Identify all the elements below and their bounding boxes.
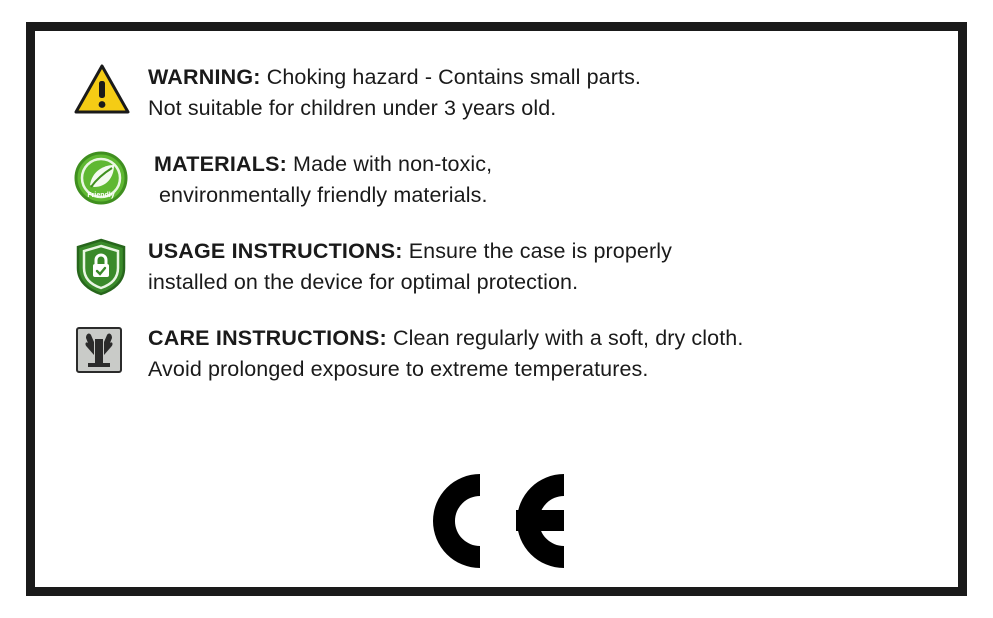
care-line-1 [148,323,924,354]
care-line-2: Avoid prolonged exposure to extreme temperatures. [148,356,649,381]
handle-with-care-icon [74,325,124,375]
usage-line-2: installed on the device for optimal protection. [148,269,579,294]
label-row-materials [74,149,924,210]
ce-mark-glyph [412,466,582,576]
materials-icon-cell [74,149,148,205]
warning-line-2: Not suitable for children under 3 years old. [148,95,557,120]
materials-lead: MATERIALS: [154,152,287,177]
usage-line-1 [148,236,924,267]
label-row-usage [74,236,924,297]
usage-line-1-rest: Ensure the case is properly [402,239,672,264]
eco-friendly-leaf-badge-icon [74,151,128,205]
usage-icon-cell [74,236,148,296]
warning-line-1-rest: Choking hazard - Contains small parts. [260,65,641,89]
ce-mark [0,466,993,576]
shield-check-icon [74,238,128,296]
care-line-1-rest: Clean regularly with a soft, dry cloth. [386,326,744,351]
label-row-care [74,323,924,384]
warning-triangle-icon [74,64,130,116]
warning-lead: WARNING: [148,65,261,89]
care-lead: CARE INSTRUCTIONS: [148,326,387,351]
care-text [148,323,924,384]
materials-line-2: environmentally friendly materials. [159,182,488,207]
warning-line-1 [148,62,924,93]
label-rows [74,62,924,410]
label-row-warning [74,62,924,123]
warning-text [148,62,924,123]
materials-line-1 [154,149,924,180]
materials-text [148,149,924,210]
materials-line-1-rest: Made with non-toxic, [286,152,493,177]
usage-lead: USAGE INSTRUCTIONS: [148,239,403,264]
warning-icon-cell [74,62,148,116]
svg-text:Friendly: Friendly [87,192,115,200]
care-icon-cell [74,323,148,375]
usage-text [148,236,924,297]
